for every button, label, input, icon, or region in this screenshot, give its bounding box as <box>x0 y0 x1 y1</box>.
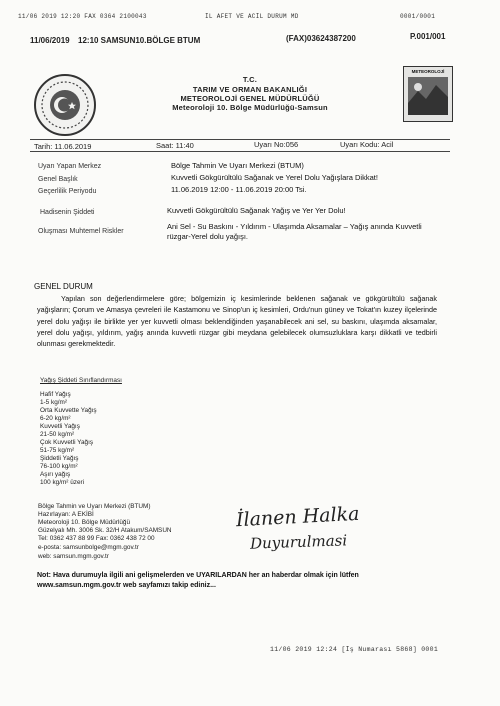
contact-line: web: samsun.mgm.gov.tr <box>38 553 109 560</box>
scale-row: Şiddetli Yağış <box>40 455 79 462</box>
field-value-risks: Ani Sel - Su Baskını - Yıldırım - Ulaşımda Aksamalar – Yağış anında Kuvvetli rüzgar-Yerel dolu yağışı. <box>167 222 422 241</box>
institution-line-ministry: TARIM VE ORMAN BAKANLIĞI <box>192 85 308 94</box>
contact-line: Hazırlayan: A EKİBİ <box>38 511 94 518</box>
scale-row: Orta Kuvvette Yağış <box>40 407 97 414</box>
contact-line: Güzelyalı Mh. 3006 Sk. 32/H Atakum/SAMSUN <box>38 527 172 534</box>
scale-row: 6-20 kg/m² <box>40 415 71 422</box>
scale-row: Hafif Yağış <box>40 391 71 398</box>
handwritten-note-line2: Duyurulmasi <box>249 531 348 553</box>
handwritten-note-line1: İlanen Halka <box>235 502 360 532</box>
fax-top-line: 11/06 2019 12:20 FAX 0364 2100043 <box>18 13 147 20</box>
scale-row: 51-75 kg/m² <box>40 447 75 454</box>
scale-row: Kuvvetli Yağış <box>40 423 80 430</box>
scale-row: 21-50 kg/m² <box>40 431 75 438</box>
scale-row: 1-5 kg/m² <box>40 399 67 406</box>
contact-line: Bölge Tahmin ve Uyarı Merkezi (BTUM) <box>38 503 151 510</box>
fax-page-number: P.001/001 <box>410 32 446 41</box>
field-label-validity: Geçerlilik Periyodu <box>38 188 97 195</box>
fax-page-code: 0001/0001 <box>400 13 436 20</box>
field-label-center: Uyarı Yapan Merkez <box>38 163 102 170</box>
institution-line-tc: T.C. <box>242 75 258 84</box>
warning-number: Uyarı No:056 <box>254 140 299 149</box>
institution-line-regional: Meteoroloji 10. Bölge Müdürlüğü-Samsun <box>172 103 328 112</box>
fax-top-sender: İL AFET VE ACİL DURUM MD <box>205 13 299 20</box>
contact-line: Meteoroloji 10. Bölge Müdürlüğü <box>38 519 131 526</box>
contact-line: Tel: 0362 437 88 99 Fax: 0362 438 72 00 <box>38 535 155 542</box>
general-heading: GENEL DURUM <box>34 282 93 291</box>
scale-title: Yağış Şiddeti Sınıflandırması <box>40 377 122 384</box>
ministry-emblem-icon <box>34 74 96 136</box>
meteorology-logo-text: METEOROLOJİ <box>411 69 445 74</box>
report-date: Tarih: 11.06.2019 <box>34 142 92 151</box>
fax-number: (FAX)03624387200 <box>286 34 356 43</box>
meteorology-logo-icon <box>403 66 453 122</box>
scale-row: 100 kg/m² üzeri <box>40 479 85 486</box>
contact-line: e-posta: samsunbolge@mgm.gov.tr <box>38 544 139 551</box>
warning-code: Uyarı Kodu: Acil <box>340 140 394 149</box>
field-value-title: Kuvvetli Gökgürültülü Sağanak ve Yerel Dolu Yağışlara Dikkat! <box>171 173 378 182</box>
note-text: Not: Hava durumuyla ilgili ani gelişmelerden ve UYARILARDAN her an haberdar olmak için lütfen www.samsun.mgm.gov.tr web sayfamızı takip ediniz... <box>37 572 359 589</box>
footer-fax-line: 11/06 2019 12:24 [İş Numarası 5868] 0001 <box>270 646 439 653</box>
field-label-severity: Hadisenin Şiddeti <box>40 209 95 216</box>
meta-rule <box>30 151 450 152</box>
field-label-risks: Oluşması Muhtemel Riskler <box>38 228 124 235</box>
field-value-validity: 11.06.2019 12:00 - 11.06.2019 20:00 Tsi. <box>171 185 307 194</box>
general-paragraph: Yapılan son değerlendirmelere göre; bölgemizin iç kesimlerinde beklenen sağanak ve gökgürültülü sağanak yağışların; Çorum ve Amasya çevreleri ile Kastamonu ve Sinop'un iç kesimleri, Ordu'nun güney ve Tokat'ın kuzey ilçelerinde yerel dolu yağışı ile birlikte yer yer kuvvetli olması beklendiğinden yaşanabilecek ani sel, su baskını, ulaşımda aksamalar, yerel dolu yağışı, yıldırım, yağış anında kuvvetli rüzgar gibi meydana gelebilecek olumsuzluklara karşı dikkatli ve tedbirli olunması gerekmektedir. <box>37 294 437 349</box>
scale-row: 76-100 kg/m² <box>40 463 78 470</box>
fax-time-sender: 12:10 SAMSUN10.BÖLGE BTUM <box>78 36 201 45</box>
fax-date: 11/06/2019 <box>30 36 70 45</box>
report-time: Saat: 11:40 <box>156 141 194 150</box>
institution-line-directorate: METEOROLOJİ GENEL MÜDÜRLÜĞÜ <box>180 94 320 103</box>
field-value-center: Bölge Tahmin Ve Uyarı Merkezi (BTUM) <box>171 161 304 170</box>
field-label-title: Genel Başlık <box>38 176 78 183</box>
scale-row: Çok Kuvvetli Yağış <box>40 439 94 446</box>
field-value-severity: Kuvvetli Gökgürültülü Sağanak Yağış ve Yer Yer Dolu! <box>167 206 346 215</box>
scale-row: Aşırı yağış <box>40 471 71 478</box>
